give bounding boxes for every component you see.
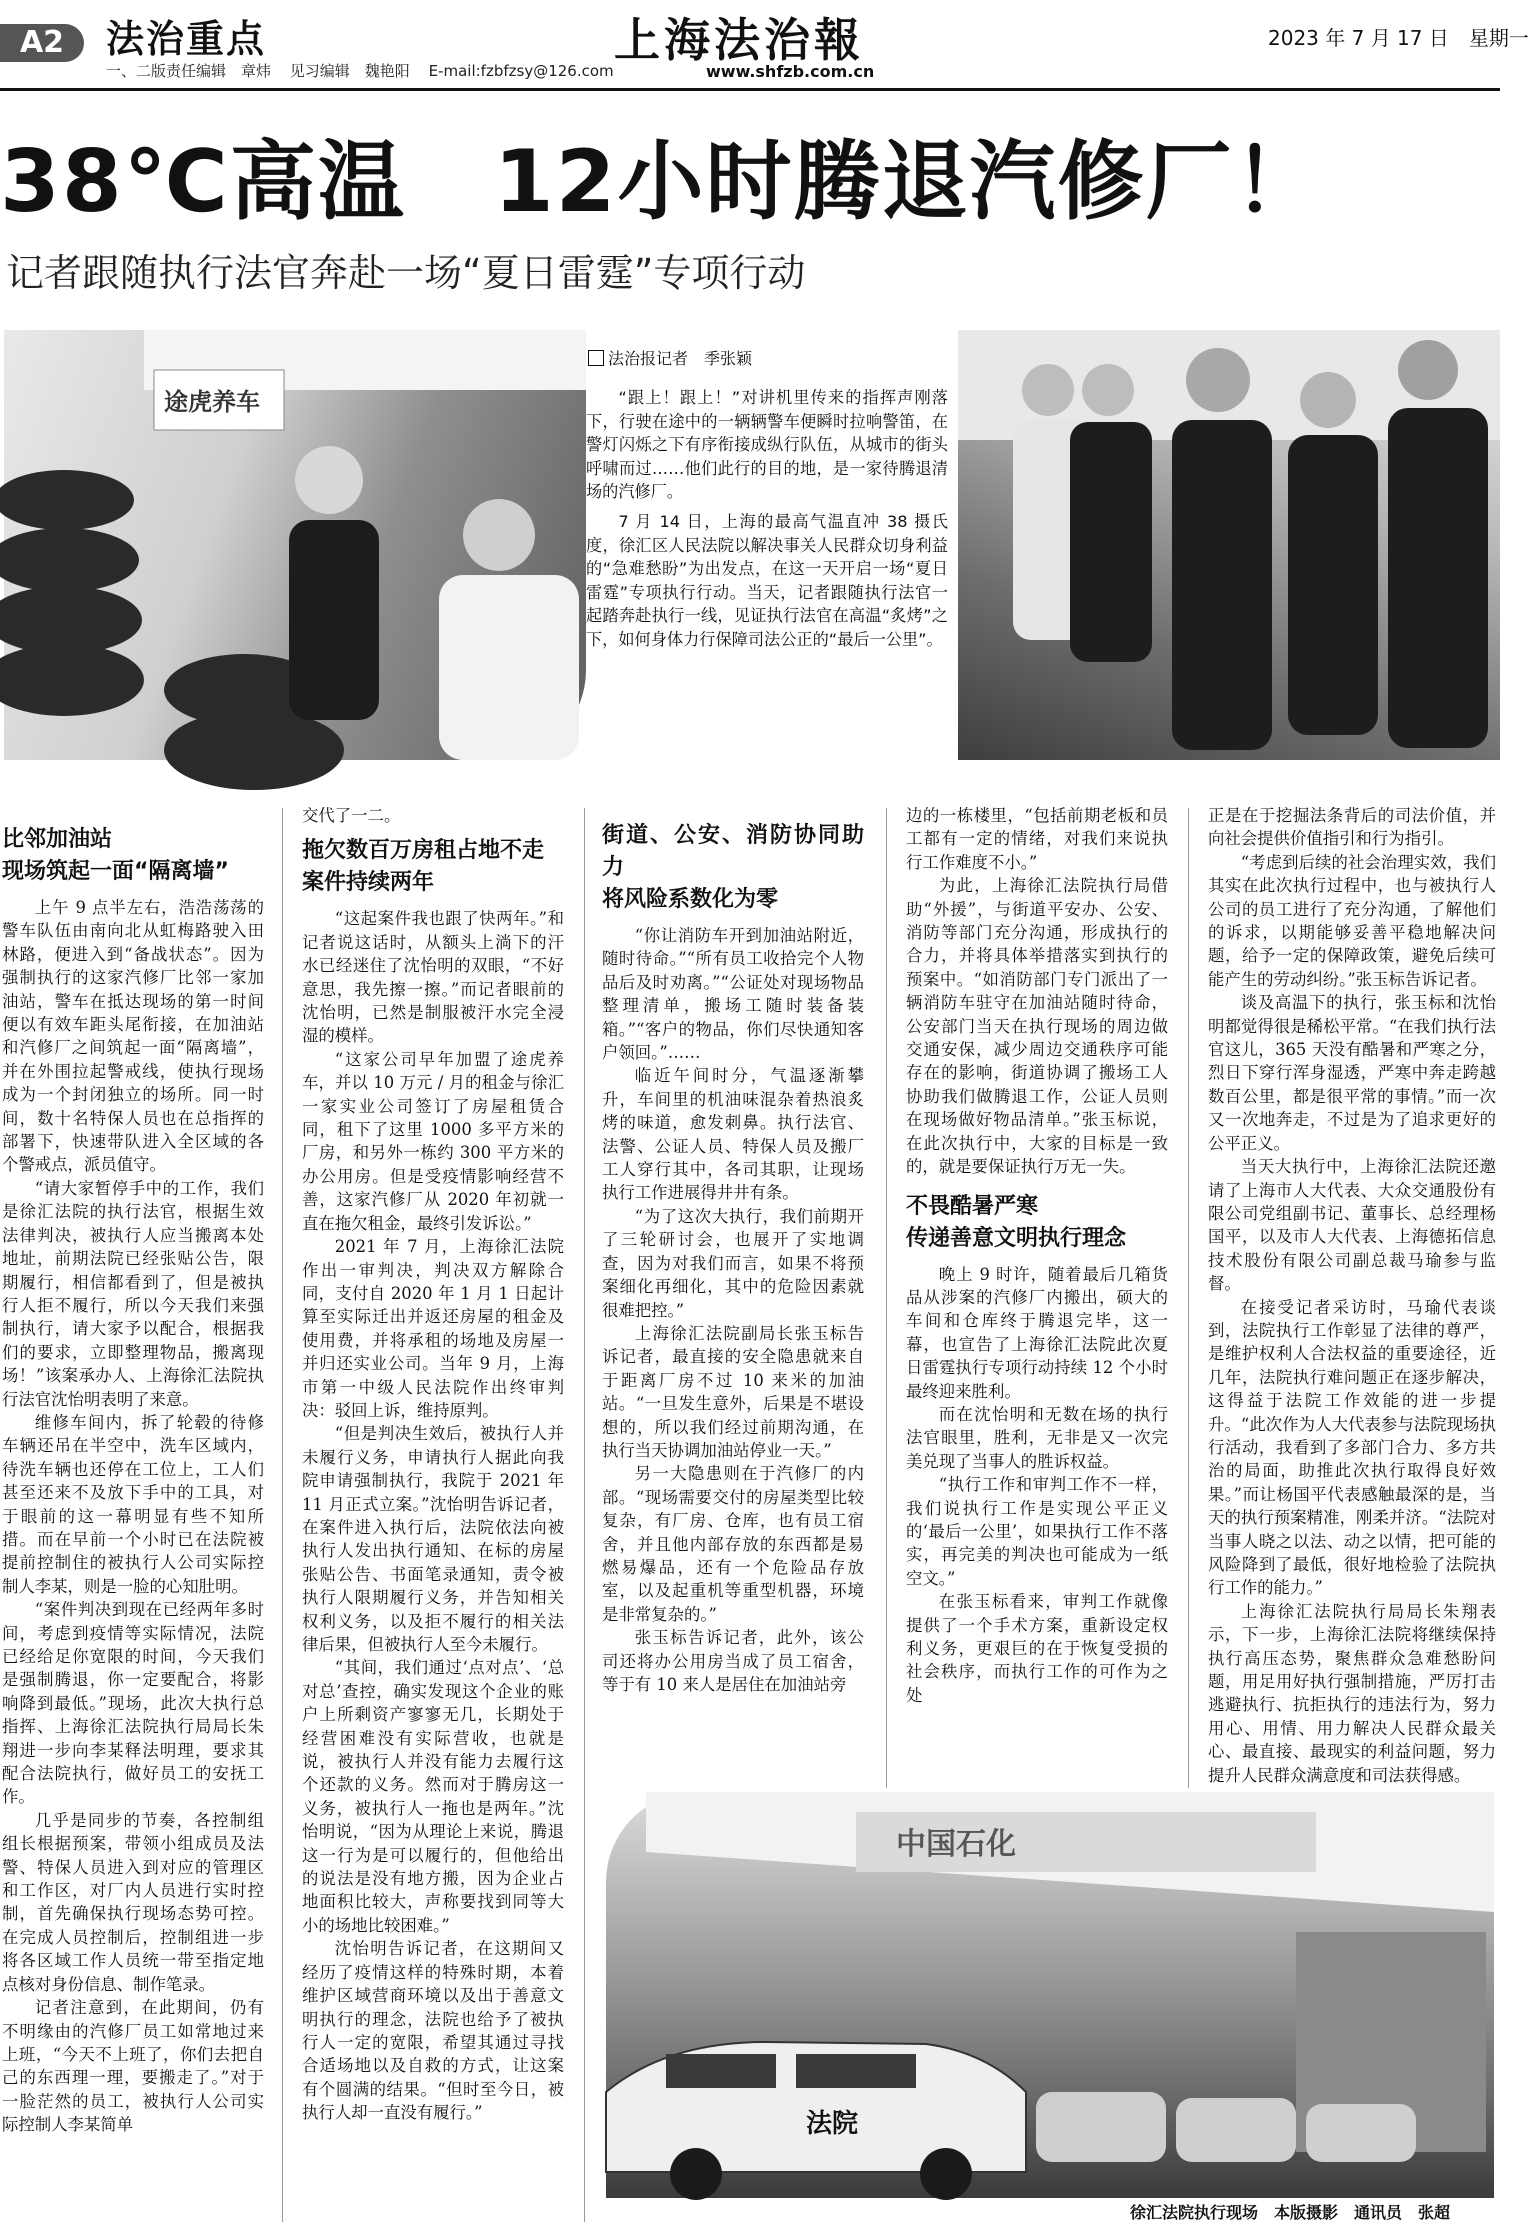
police-car [606, 2042, 1026, 2200]
paragraph: “请大家暂停手中的工作，我们是徐汇法院的执行法官，根据生效法律判决，被执行人应当搬离本处地址，前期法院已经张贴公告，限期履行，相信都看到了，但是被执行人拒不履行，所以今天我们来强制执行，请大家予以配合，根据我们的要求，立即整理物品，搬离现场！”该案承办人、上海徐汇法院执行法官沈怡明表明了来意。 [2, 1178, 264, 1409]
editor-credit: 见习编辑 魏艳阳 [289, 62, 410, 80]
photo-caption: 徐汇法院执行现场 本版摄影 通讯员 张超 [1130, 2203, 1451, 2222]
subheading-2: 拖欠数百万房租占地不走 案件持续两年 [302, 838, 545, 896]
paragraph: 在接受记者采访时，马瑜代表谈到，法院执行工作彰显了法律的尊严，是维护权利人合法权益的重要途径，近几年，法院执行难问题正在逐步解决，这得益于法院工作效能的进一步提升。“此次作为人大代表参与法院现场执行活动，我看到了多部门合力、多方共治的局面，助推此次执行取得良好效果。”而让杨国平代表感触最深的是，当天的执行预案精准，刚柔并济。“法院对当事人晓之以法、动之以情，把可能的风险降到了最低，很好地检验了法院执行工作的能力。” [1208, 1297, 1496, 1598]
editors-line [106, 60, 628, 81]
paragraph: “但是判决生效后，被执行人并未履行义务，申请执行人据此向我院申请强制执行，我院于 2021 年 11 月正式立案。”沈怡明告诉记者，在案件进入执行后，法院依法向被执行人发出执行通知、在标的房屋张贴公告、书面笔录通知，责令被执行人限期履行义务，并告知相关权利义务，以及拒不履行的相关法律后果，但被执行人至今未履行。 [302, 1424, 564, 1654]
subheadline: 记者跟随执行法官奔赴一场“夏日雷霆”专项行动 [6, 251, 806, 295]
paragraph: “案件判决到现在已经两年多时间，考虑到疫情等实际情况，法院已经给足你宽限的时间，今天我们是强制腾退，你一定要配合，将影响降到最低。”现场，此次大执行总指挥、上海徐汇法院执行局局长朱翔进一步向李某释法明理，要求其配合法院执行，做好员工的安抚工作。 [2, 1600, 264, 1807]
paragraph: 沈怡明告诉记者，在这期间又经历了疫情这样的特殊时期，本着维护区域营商环境以及出于善意文明执行的理念，法院也给予了被执行人一定的宽限，希望其通过寻找合适场地以及自救的方式，让这案有个圆满的结果。“但时至今日，被执行人却一直没有履行。” [302, 1939, 564, 2123]
page-number-badge: A2 [0, 24, 84, 62]
worker-figure [439, 499, 579, 760]
column-1 [2, 824, 264, 2137]
paragraph: “考虑到后续的社会治理实效，我们其实在此次执行过程中，也与被执行人公司的员工进行了充分沟通，了解他们的诉求，以期能够妥善平稳地解决问题，给予一定的保障政策，避免后续可能产生的劳动纠纷。”张玉标告诉记者。 [1208, 852, 1496, 989]
newspaper-name: 上海法治報 [614, 13, 864, 67]
byline [588, 346, 752, 369]
paragraph: 张玉标告诉记者，此外，该公司还将办公用房当成了员工宿舍，等于有 10 来人是居住在加油站旁 [602, 1628, 864, 1694]
paragraph: 另一大隐患则在于汽修厂的内部。“现场需要交付的房屋类型比较复杂，有厂房、仓库，也有员工宿舍，并且他内部存放的东西都是易燃易爆品，还有一个危险品存放室，以及起重机等重型机器，环境是非常复杂的。” [602, 1464, 864, 1624]
paragraph: 为此，上海徐汇法院执行局借助“外援”，与街道平安办、公安、消防等部门充分沟通，形成执行的合力，并将具体举措落实到执行的预案中。“如消防部门专门派出了一辆消防车驻守在加油站随时待命，公安部门当天在执行现场的周边做交通安保，减少周边交通秩序可能存在的影响，街道协调了搬场工人协助我们做腾退工作，公证人员则在现场做好物品清单。”张玉标说，在此次执行中，大家的目标是一致的，就是要保证执行万无一失。 [906, 876, 1168, 1177]
paragraph: 上海徐汇法院副局长张玉标告诉记者，最直接的安全隐患就来自于距离厂房不过 10 来米的加油站。“一旦发生意外，后果是不堪设想的，所以我们经过前期沟通，在执行当天协调加油站停业一天。” [602, 1323, 864, 1460]
column-4 [906, 804, 1168, 1707]
masthead-rule [0, 88, 1500, 91]
photo-gas-station-police-car [606, 1792, 1494, 2198]
paragraph: 维修车间内，拆了轮毂的待修车辆还吊在半空中，洗车区域内，待洗车辆也还停在工位上，工人们甚至还来不及放下手中的工具，对于眼前的这一幕明显有些不知所措。而在早前一个小时已在法院被提前控制住的被执行人公司实际控制人李某，则是一脸的心知肚明。 [2, 1412, 264, 1596]
paragraph: “其间，我们通过‘点对点’、‘总对总’查控，确实发现这个企业的账户上所剩资产寥寥无几，长期处于经营困难没有实际营收，也就是说，被执行人并没有能力去履行这个还款的义务。然而对于腾房这一义务，被执行人一拖也是两年。”沈怡明说，“因为从理论上来说，腾退这一行为是可以履行的，但他给出的说法是没有地方搬，因为企业占地面积比较大，声称要找到同等大小的场地比较困难。” [302, 1658, 564, 1935]
paragraph-continued: 交代了一二。 [302, 806, 401, 825]
square-bullet-icon [588, 350, 604, 366]
paragraph: 当天大执行中，上海徐汇法院还邀请了上海市人大代表、大众交通股份有限公司党组副书记、董事长、总经理杨国平，以及市人大代表、上海德拓信息技术股份有限公司副总裁马瑜参与监督。 [1208, 1157, 1496, 1294]
paragraph: “这起案件我也跟了快两年。”和记者说这话时，从额头上淌下的汗水已经迷住了沈怡明的双眼，“不好意思，我先擦一擦。”而记者眼前的沈怡明，已然是制服被汗水完全浸湿的模样。 [302, 909, 564, 1046]
subheading-4: 不畏酷暑严寒 传递善意文明执行理念 [906, 1193, 1127, 1251]
paragraph: 上午 9 点半左右，浩浩荡荡的警车队伍由南向北从虹梅路驶入田林路，便进入到“备战状态”。因为强制执行的这家汽修厂比邻一家加油站，警车在抵达现场的第一时间便以有效车距头尾衔接，在加油站和汽修厂之间筑起一面“隔离墙”，并在外围拉起警戒线，使执行现场成为一个封闭独立的场所。同一时间，数十名特保人员也在总指挥的部署下，快速带队进入全区域的各个警戒点，派员值守。 [2, 898, 264, 1175]
paragraph-continued: 正是在于挖掘法条背后的司法价值，并向社会提供价值指引和行为指引。 [1208, 806, 1496, 849]
intro-paragraph: “跟上！跟上！”对讲机里传来的指挥声刚落下，行驶在途中的一辆辆警车便瞬时拉响警笛，在警灯闪烁之下有序衔接成纵行队伍，从城市的街头呼啸而过……他们此行的目的地，是一家待腾退清场的汽修厂。 [586, 388, 948, 502]
column-divider [282, 808, 283, 2222]
editor-credit: 一、二版责任编辑 章炜 [106, 62, 272, 80]
car-door-text: 法院 [806, 2109, 859, 2139]
paragraph: 几乎是同步的节奏，各控制组组长根据预案，带领小组成员及法警、特保人员进入到对应的管理区和工作区，对厂内人员进行实时控制，首先确保执行现场态势可控。在完成人员控制后，控制组进一步将各区域工作人员统一带至指定地点核对身份信息、制作笔录。 [2, 1810, 264, 1994]
photo-tire-shop-officer [4, 330, 586, 760]
paragraph: “这家公司早年加盟了途虎养车，并以 10 万元 / 月的租金与徐汇一家实业公司签订了房屋租赁合同，租下了这里 1000 多平方米的厂房，和另外一栋约 300 平方米的办公用房。但是受疫情影响经营不善，这家汽修厂从 2020 年初就一直在拖欠租金，最终引发诉讼。” [302, 1049, 564, 1233]
paragraph: 晚上 9 时许，随着最后几箱货品从涉案的汽修厂内搬出，硕大的车间和仓库终于腾退完毕，这一幕，也宣告了上海徐汇法院此次夏日雷霆执行专项行动持续 12 个小时最终迎来胜利。 [906, 1264, 1168, 1401]
paragraph-continued: 边的一栋楼里，“包括前期老板和员工都有一定的情绪，对我们来说执行工作难度不小。” [906, 806, 1168, 872]
column-divider [584, 808, 585, 2222]
byline-text: 法治报记者 季张颖 [608, 349, 753, 368]
bottom-photo-illustration [606, 1792, 1494, 2198]
section-title: 法治重点 [106, 17, 267, 61]
paragraph: 而在沈怡明和无数在场的执行法官眼里，胜利，无非是又一次完美兑现了当事人的胜诉权益。 [906, 1404, 1168, 1471]
issue-date: 2023 年 7 月 17 日 星期一 [1268, 26, 1529, 50]
paragraph: 记者注意到，在此期间，仍有不明缘由的汽修厂员工如常地过来上班，“今天不上班了，你们去把自己的东西理一理，要搬走了。”对于一脸茫然的员工，被执行人公司实际控制人李某简单 [2, 1998, 264, 2135]
editor-email: E-mail:fzbfzsy@126.com [428, 62, 614, 80]
column-5 [1208, 804, 1496, 1787]
column-3 [602, 820, 864, 1696]
paragraph: “为了这次大执行，我们前期开了三轮研讨会，也展开了实地调查，因为对我们而言，如果不将预案细化再细化，其中的危险因素就很难把控。” [602, 1206, 864, 1320]
paragraph: 谈及高温下的执行，张玉标和沈怡明都觉得很是稀松平常。“在我们执行法官这儿，365 天没有酷暑和严寒之分，烈日下穿行浑身湿透，严寒中奔走跨越数百公里，都是很平常的事情。”而一次又一次地奔走，不过是为了追求更好的公平正义。 [1208, 993, 1496, 1153]
paragraph: 上海徐汇法院执行局局长朱翔表示，下一步，上海徐汇法院将继续保持执行高压态势，聚焦群众急难愁盼问题，用足用好执行强制措施，严厉打击逃避执行、抗拒执行的违法行为，努力用心、用情、用力解决人民群众最关心、最直接、最现实的利益问题，努力提升人民群众满意度和司法获得感。 [1208, 1601, 1496, 1785]
newspaper-url: www.shfzb.com.cn [706, 62, 875, 81]
station-canopy-text: 中国石化 [896, 1827, 1016, 1862]
photo-officers-walking [958, 330, 1500, 760]
subheading-3: 街道、公安、消防协同助力 将风险系数化为零 [602, 823, 864, 912]
officer-figure [289, 446, 379, 720]
shop-sign-text: 途虎养车 [164, 388, 260, 416]
intro-box [586, 346, 958, 766]
column-2 [302, 804, 564, 2125]
photo-right-illustration [958, 330, 1500, 760]
intro-text [586, 386, 948, 652]
intro-paragraph: 7 月 14 日，上海的最高气温直冲 38 摄氏度，徐汇区人民法院以解决事关人民群众切身利益的“急难愁盼”为出发点，在这一天开启一场“夏日雷霆”专项执行行动。当天，记者跟随执行法官一起踏奔赴执行一线，见证执行法官在高温“炙烤”之下，如何身体力行保障司法公正的“最后一公里”。 [586, 511, 948, 649]
paragraph: 在张玉标看来，审判工作就像提供了一个手术方案，重新设定权利义务，更艰巨的在于恢复受损的社会秩序，而执行工作的可作为之处 [906, 1592, 1168, 1705]
paragraph: “你让消防车开到加油站附近，随时待命。”“所有员工收拾完个人物品后及时劝离。”“公证处对现场物品整理清单，搬场工随时装备装箱。”“客户的物品，你们尽快通知客户领回。”…… [602, 926, 864, 1063]
paragraph: “执行工作和审判工作不一样，我们说执行工作是实现公平正义的‘最后一公里’，如果执行工作不落实，再完美的判决也可能成为一纸空文。” [906, 1475, 1168, 1588]
column-divider [886, 808, 887, 1788]
headline: 38℃高温 12小时腾退汽修厂！ [0, 132, 1322, 232]
column-divider [1188, 808, 1189, 1788]
photo-left-illustration [4, 330, 586, 760]
paragraph: 2021 年 7 月，上海徐汇法院作出一审判决，判决双方解除合同，支付自 2020 年 1 月 1 日起计算至实际迁出并返还房屋的租金及使用费，并将承租的场地及房屋一并归还实业公司。当年 9 月，上海市第一中级人民法院作出终审判决：驳回上诉，维持原判。 [302, 1237, 564, 1420]
paragraph: 临近午间时分，气温逐渐攀升，车间里的机油味混杂着热浪炙烤的味道，愈发刺鼻。执行法官、法警、公证人员、特保人员及搬厂工人穿行其中，各司其职，让现场执行工作进展得井井有条。 [602, 1066, 864, 1203]
subheading-1: 比邻加油站 现场筑起一面“隔离墙” [2, 827, 229, 884]
